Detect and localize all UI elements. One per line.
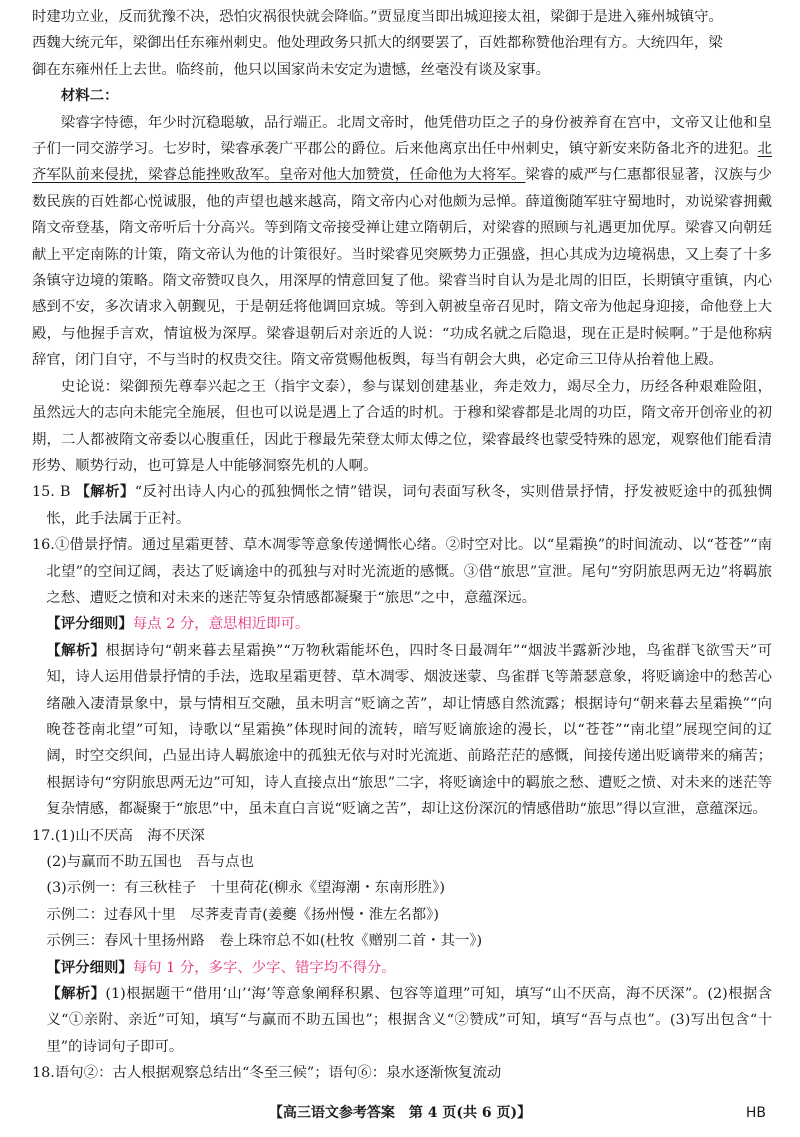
q15-analysis: “反衬出诗人内心的孤独惆怅之情”错误，词句表面写秋冬，实则借景抒情，抒发被贬途中的孤独惆怅，此手法属于正衬。 [46, 484, 772, 527]
material-one-line-3: 御在东雍州任上去世。临终前，他只以国家尚未安定为遗憾，丝毫没有谈及家事。 [32, 61, 551, 78]
q16-scoring [32, 611, 772, 637]
question-16 [32, 532, 772, 822]
q15-analysis-tag: 【解析】 [75, 483, 135, 501]
material-two-label: 材料二： [60, 87, 119, 105]
q17-scoring [32, 955, 772, 981]
q16-answer [32, 532, 772, 611]
q16-answer-text: ①借景抒情。通过星霜更替、草木凋零等意象传递惆怅心绪。②时空对比。以“星霜换”的时间流动、以“苍苍”“南北望”的空间辽阔，表达了贬谪途中的孤独与对时光流逝的感慨。③借“旅思”宣泄。尾句“穷阴旅思两无边”将羁旅之愁、遭贬之愤和对未来的迷茫等复杂情感都凝聚于“旅思”之中，意蕴深远。 [46, 537, 772, 606]
q17-example-3: 示例三：春风十里扬州路 卷上珠帘总不如(杜牧《赠别二首・其一》) [46, 933, 483, 950]
content-area [32, 4, 772, 1087]
material-two [32, 83, 772, 479]
material-one-line-2: 西魏大统元年，梁御出任东雍州刺史。他处理政务只抓大的纲要罢了，百姓都称赞他治理有方。大统四年，梁 [32, 35, 723, 52]
material-two-underlined-sentence: 北齐军队前来侵扰，梁睿总能挫败敌军。皇帝对他大加赞赏，任命他为大将军。 [32, 141, 772, 184]
material-one-line-1: 时建功立业，反而犹豫不决，恐怕灾祸很快就会降临。”贾显度当即出城迎接太祖，梁御于是进入雍州城镇守。 [32, 9, 723, 25]
page-footer [0, 1101, 800, 1125]
material-two-p1-rest: 梁睿的威严与仁惠都很显著，汉族与少数民族的百姓都心悦诚服，他的声望也越来越高，隋文帝内心对他颇为忌惮。薛道衡随军驻守蜀地时，劝说梁睿拥戴隋文帝登基，隋文帝听后十分高兴。等到隋文帝接受禅让建立隋朝后，对梁睿的照顾与礼遇更加优厚。梁睿又向朝廷献上平定南陈的计策，隋文帝认为他的计策很好。当时梁睿见突厥势力正强盛，担心其成为边境祸患，又上奏了十多条镇守边境的策略。隋文帝赞叹良久，用深厚的情意回复了他。梁睿当时自认为是北周的旧臣，长期镇守重镇，内心感到不安，多次请求入朝觐见，于是朝廷将他调回京城。等到入朝被皇帝召见时，隋文帝为他起身迎接，命他登上大殿，与他握手言欢，情谊极为深厚。梁睿退朝后对亲近的人说：“功成名就之后隐退，现在正是时候啊。”于是他称病辞官，闭门自守，不与当时的权贵交往。隋文帝赏赐他板舆，每当有朝会大典，必定命三卫侍从抬着他上殿。 [32, 167, 772, 369]
q17-scoring-text: 每句 1 分，多字、少字、错字均不得分。 [132, 959, 396, 976]
q18-answer-text: 语句②：古人根据观察总结出“冬至三候”；语句⑥：泉水逐渐恢复流动 [54, 1065, 502, 1082]
material-two-paragraph-1 [32, 110, 772, 374]
question-15 [32, 479, 772, 532]
footer-edition-code: HB [745, 1105, 766, 1121]
q17-analysis-text: (1)根据题干“借用‘山’‘海’等意象阐释积累、包容等道理”可知，填写“山不厌高，海不厌深”。(2)根据含义“①亲附、亲近”可知，填写“与赢而不助五国也”；根据含义“②赞成”可知，填写“吾与点也”。(3)写出包含“十里”的诗词句子即可。 [46, 986, 772, 1055]
q16-number: 16. [32, 537, 55, 554]
material-one-tail [32, 4, 772, 83]
q17-scoring-tag: 【评分细则】 [46, 958, 133, 976]
q17-answer-2: (2)与赢而不助五国也 吾与点也 [46, 854, 254, 870]
q17-number: 17. [32, 827, 55, 844]
question-17 [32, 823, 772, 1061]
q17-answer-1-text: (1)山不厌高 海不厌深 [54, 827, 205, 844]
material-two-historian-comment: 史论说：梁御预先尊奉兴起之王（指宇文泰），参与谋划创建基业，奔走效力，竭尽全力，历经各种艰难险阻，虽然远大的志向未能完全施展，但也可以说是遇上了合适的时机。于穆和梁睿都是北周的功臣，隋文帝开创帝业的初期，二人都被隋文帝委以心腹重任，因此于穆最先荣登太师太傅之位，梁睿最终也蒙受特殊的恩宠，观察他们能看清形势、顺势行动，也可算是人中能够洞察先机的人啊。 [32, 378, 772, 474]
q17-analysis-tag: 【解析】 [46, 985, 106, 1003]
question-18 [32, 1060, 772, 1086]
q17-answer-1 [32, 823, 772, 849]
q17-example-2: 示例二：过春风十里 尽荠麦青青(姜夔《扬州慢・淮左名都》) [46, 906, 439, 923]
q16-analysis [32, 638, 772, 823]
q17-analysis [32, 981, 772, 1060]
q16-analysis-tag: 【解析】 [46, 641, 106, 659]
q16-analysis-text: 根据诗句“朝来暮去星霜换”“万物秋霜能坏色，四时冬日最凋年”“烟波半露新沙地，鸟雀群飞欲雪天”可知，诗人运用借景抒情的手法，选取星霜更替、草木凋零、烟波迷蒙、鸟雀群飞等萧瑟意象，将贬谪途中的愁苦心绪融入凄清景象中，景与情相互交融，虽未明言“贬谪之苦”，却让情感自然流露；根据诗句“朝来暮去星霜换”“向晚苍苍南北望”可知，诗歌以“星霜换”体现时间的流转，暗写贬谪旅途的漫长，以“苍苍”“南北望”展现空间的辽阔，时空交织间，凸显出诗人羁旅途中的孤独无依与对时光流逝、前路茫茫的感慨，间接传递出贬谪带来的痛苦；根据诗句“穷阴旅思两无边”可知，诗人直接点出“旅思”二字，将贬谪途中的羁旅之愁、遭贬之愤、对未来的迷茫等复杂情感，都凝聚于“旅思”中，虽未直白言说“贬谪之苦”，却让这份深沉的情感借助“旅思”得以宣泄，意蕴深远。 [46, 642, 772, 818]
footer-page-info: 【高三语文参考答案 第 4 页(共 6 页)】 [268, 1105, 532, 1121]
q16-scoring-tag: 【评分细则】 [46, 615, 133, 633]
q17-answer-3: (3)示例一：有三秋桂子 十里荷花(柳永《望海潮・东南形胜》) [46, 880, 445, 897]
q15-answer [32, 479, 772, 532]
material-two-p1-start: 梁睿字恃德，年少时沉稳聪敏，品行端正。北周文帝时，他凭借功臣之子的身份被养育在宫中，文帝又让他和皇子们一同交游学习。七岁时，梁睿承袭广平郡公的爵位。后来他离京出任中州刺史，镇守新安来防备北齐的进犯。 [32, 114, 772, 158]
q18-answer [32, 1060, 772, 1086]
q18-number: 18. [32, 1065, 55, 1082]
q16-scoring-text: 每点 2 分，意思相近即可。 [132, 616, 310, 633]
q15-number: 15. B [32, 484, 71, 501]
